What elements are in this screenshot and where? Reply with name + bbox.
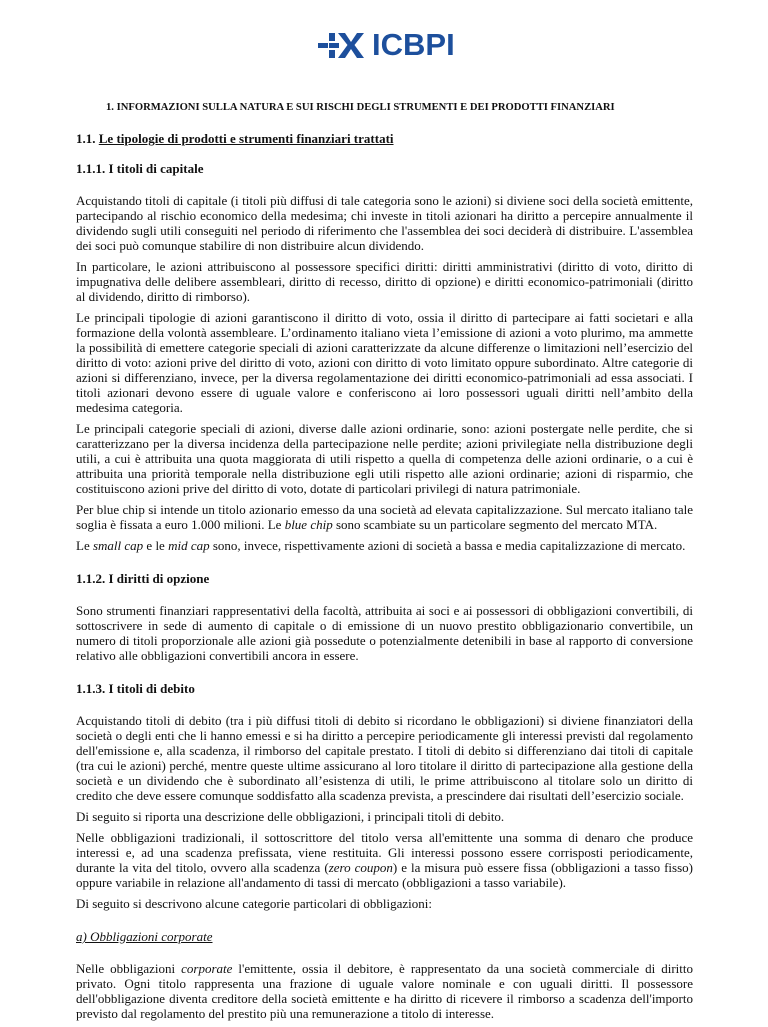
text-run: Acquistando titoli di capitale (i titoli più diffusi di tale categoria sono le azioni) si diviene soci della società emittente, partecipando al rischio economico della medesima; chi investe in titoli azionari ha diritto a percepire annualmente il dividendo sugli utili conseguiti nel periodo di riferimento che l'assemblea dei soci deciderà di distribuire. L'assemblea dei soci può comunque stabilire di non distribuire alcun dividendo. — [76, 193, 693, 253]
section-heading: 1.1.2. I diritti di opzione — [76, 571, 210, 586]
paragraph — [76, 193, 693, 253]
text-run: Per blue chip si intende un titolo azionario emesso da una società ad elevata capitalizzazione. Sul mercato italiano tale soglia è fissata a euro 1.000 milioni. Le — [76, 502, 693, 532]
text-run: Nelle obbligazioni — [76, 961, 182, 976]
text-run: Di seguito si riporta una descrizione delle obbligazioni, i principali titoli di debito. — [76, 809, 505, 824]
text-run: Le — [76, 538, 93, 553]
subsection-title: a) Obbligazioni corporate — [76, 929, 213, 944]
italic-term: mid cap — [168, 538, 210, 553]
text-run: Le principali tipologie di azioni garantiscono il diritto di voto, ossia il diritto di partecipare ai fatti societari e alla formazione della volontà assembleare. L’ordinamento italiano vieta l’emissione di azioni a voto plurimo, ma ammette la possibilità di emettere categorie speciali di azioni caratterizzate da alcune differenze o limitazioni nell’esercizio del diritto di voto: azioni prive del diritto di voto, azioni con diritto di voto limitato oppure subordinato. Altre categorie di azioni si differenziano, invece, per la diversa regolamentazione dei diritti economico-patrimoniali ad essa associati. I titoli azionari devono essere di uguale valore e conferiscono ai loro possessori uguali diritti nell’ambito della medesima categoria. — [76, 310, 693, 415]
text-run: In particolare, le azioni attribuiscono al possessore specifici diritti: diritti amministrativi (diritto di voto, diritto di impugnativa delle delibere assembleari, diritto di recesso, diritto di opzione) e diritti economico-patrimoniali (diritto al dividendo, diritto di rimborso). — [76, 259, 693, 304]
document-body — [76, 101, 693, 1027]
section-number: 1.1. — [76, 131, 96, 146]
text-run: e le — [143, 538, 169, 553]
section-heading-1-1 — [76, 131, 693, 146]
section-heading: 1.1.1. I titoli di capitale — [76, 161, 204, 176]
text-run: ) e la misura può essere fissa (obbligazioni a tasso fisso) oppure variabile in relazione all'andamento di tassi di mercato (obbligazioni a tasso variabile). — [76, 860, 693, 890]
paragraph — [76, 310, 693, 415]
text-run: sono, invece, rispettivamente azioni di società a bassa e media capitalizzazione di mercato. — [209, 538, 686, 553]
paragraph — [76, 538, 693, 553]
paragraph — [76, 896, 693, 911]
italic-term: corporate — [181, 961, 233, 976]
sections — [76, 161, 693, 1021]
section-title: Le tipologie di prodotti e strumenti finanziari trattati — [98, 131, 394, 146]
icbpi-logo-mark-icon — [318, 32, 366, 58]
logo-text: ICBPI — [372, 27, 455, 62]
paragraph — [76, 809, 693, 824]
text-run: l'emittente, ossia il debitore, è rappresentato da una società commerciale di diritto privato. Ogni titolo rappresenta una frazione di uguale valore nominale e con uguali diritti. Il possessore dell'obbligazione diventa creditore della società emittente e ha diritto di ricevere il rimborso a scadenza dell'importo previsto dal regolamento del prestito più una remunerazione a titolo di interesse. — [76, 961, 693, 1021]
paragraph — [76, 502, 693, 532]
text-run: Di seguito si descrivono alcune categorie particolari di obbligazioni: — [76, 896, 432, 911]
paragraph — [76, 259, 693, 304]
italic-term: blue chip — [284, 517, 333, 532]
text-run: Nelle obbligazioni tradizionali, il sottoscrittore del titolo versa all'emittente una somma di denaro che produce interessi e, ad una scadenza prefissata, viene restituita. Gli interessi possono essere corrisposti periodicamente, durante la vita del titolo, ovvero alla scadenza ( — [76, 830, 693, 875]
paragraph — [76, 713, 693, 803]
italic-term: zero coupon — [328, 860, 393, 875]
paragraph — [76, 603, 693, 663]
paragraph — [76, 830, 693, 890]
text-run: Le principali categorie speciali di azioni, diverse dalle azioni ordinarie, sono: azioni postergate nelle perdite, che si caratterizzano per la diversa incidenza della partecipazione nelle perdite; azioni privilegiate nella distribuzione degli utili, a cui è attribuita una quota maggiorata di utili rispetto a quella di competenza delle azioni ordinarie, o a cui è attribuita una priorità temporale nella distribuzione egli utili rispetto alle azioni ordinarie; azioni di risparmio, che costituiscono azioni prive del diritto di voto, dotate di particolari privilegi di natura patrimoniale. — [76, 421, 693, 496]
text-run: Sono strumenti finanziari rappresentativi della facoltà, attribuita ai soci e ai possessori di obbligazioni convertibili, di sottoscrivere in sede di aumento di capitale o di emissione di un nuovo prestito obbligazionario convertibile, un numero di titoli proporzionale alle azioni già possedute o potenzialmente detenibili in base al rapporto di conversione relativo alle obbligazioni convertibili ancora in essere. — [76, 603, 693, 663]
italic-term: small cap — [92, 538, 144, 553]
icbpi-logo — [318, 27, 455, 62]
subsection-heading — [76, 929, 693, 944]
main-heading: 1. INFORMAZIONI SULLA NATURA E SUI RISCHI DEGLI STRUMENTI E DEI PRODOTTI FINANZIARI — [106, 102, 615, 113]
text-run: sono scambiate su un particolare segmento del mercato MTA. — [332, 517, 658, 532]
paragraph — [76, 961, 693, 1021]
section-heading: 1.1.3. I titoli di debito — [76, 681, 195, 696]
text-run: Acquistando titoli di debito (tra i più diffusi titoli di debito si ricordano le obbligazioni) si diviene finanziatori della società o degli enti che li hanno emessi e si ha diritto a percepire periodicamente gli interessi previsti dal regolamento dell'emissione e, alla scadenza, il rimborso del capitale prestato. I titoli di debito si differenziano dai titoli di capitale (tra cui le azioni) perché, mentre queste ultime assicurano al loro titolare il diritto di partecipazione alla gestione della società e un dividendo che è subordinato all’esistenza di utili, le prime attribuiscono al titolare solo un diritto di credito che deve essere comunque soddisfatto alla scadenza prevista, a prescindere dai risultati dell’esercizio sociale. — [76, 713, 693, 803]
paragraph — [76, 421, 693, 496]
